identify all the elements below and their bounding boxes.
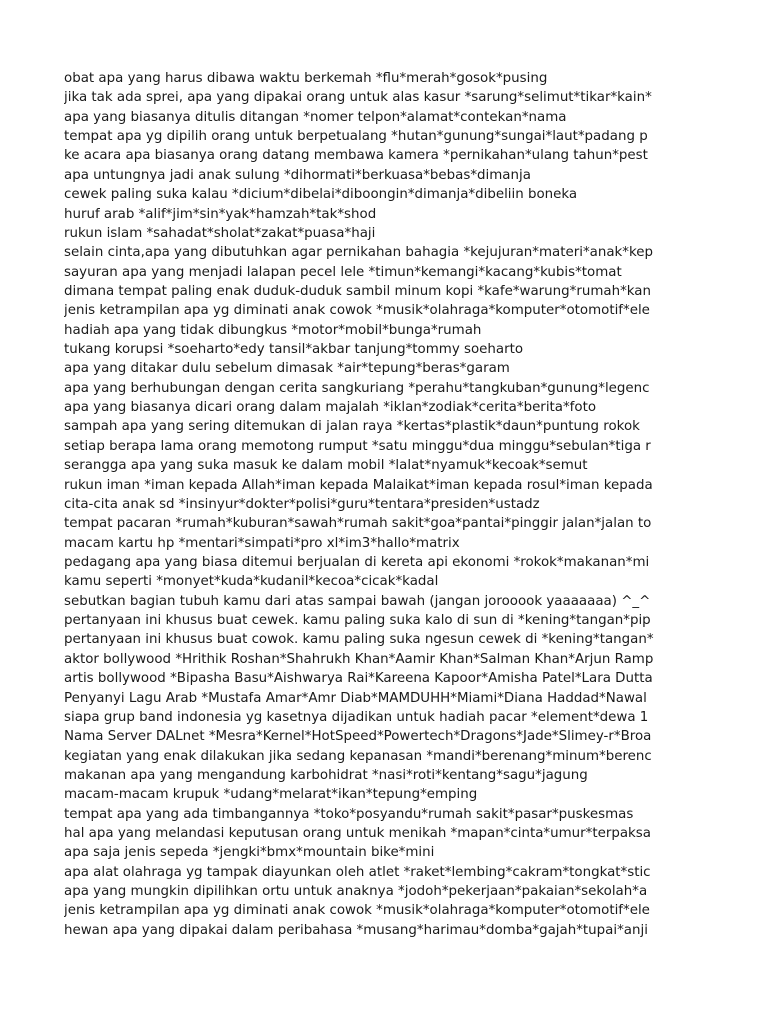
text-line: kegiatan yang enak dilakukan jika sedang kepanasan *mandi*berenang*minum*berenc	[64, 748, 652, 764]
text-line: jenis ketrampilan apa yg diminati anak cowok *musik*olahraga*komputer*otomotif*ele	[64, 303, 650, 319]
text-line: Penyanyi Lagu Arab *Mustafa Amar*Amr Diab*MAMDUHH*Miami*Diana Haddad*Nawal	[64, 690, 647, 706]
text-line: apa yang berhubungan dengan cerita sangkuriang *perahu*tangkuban*gunung*legenc	[64, 380, 650, 396]
text-line: pertanyaan ini khusus buat cewek. kamu paling suka kalo di sun di *kening*tangan*pip	[64, 613, 651, 629]
text-line: pertanyaan ini khusus buat cowok. kamu paling suka ngesun cewek di *kening*tangan*	[64, 632, 654, 648]
text-line: pedagang apa yang biasa ditemui berjualan di kereta api ekonomi *rokok*makanan*mi	[64, 554, 650, 570]
text-line: setiap berapa lama orang memotong rumput *satu minggu*dua minggu*sebulan*tiga r	[64, 438, 651, 454]
text-line: tukang korupsi *soeharto*edy tansil*akbar tanjung*tommy soeharto	[64, 342, 524, 358]
text-line: sayuran apa yang menjadi lalapan pecel lele *timun*kemangi*kacang*kubis*tomat	[64, 264, 622, 280]
text-line: sebutkan bagian tubuh kamu dari atas sampai bawah (jangan jorooook yaaaaaaa) ^_^	[64, 593, 651, 609]
text-line: makanan apa yang mengandung karbohidrat *nasi*roti*kentang*sagu*jagung	[64, 767, 588, 783]
text-line: apa yang ditakar dulu sebelum dimasak *air*tepung*beras*garam	[64, 361, 510, 377]
text-line: siapa grup band indonesia yg kasetnya dijadikan untuk hadiah pacar *element*dewa 1	[64, 709, 649, 725]
text-line: kamu seperti *monyet*kuda*kudanil*kecoa*cicak*kadal	[64, 574, 439, 590]
text-line: apa yang mungkin dipilihkan ortu untuk anaknya *jodoh*pekerjaan*pakaian*sekolah*a	[64, 884, 648, 900]
text-line: selain cinta,apa yang dibutuhkan agar pernikahan bahagia *kejujuran*materi*anak*kep	[64, 245, 653, 261]
text-line: apa saja jenis sepeda *jengki*bmx*mountain bike*mini	[64, 845, 435, 861]
text-line: rukun islam *sahadat*sholat*zakat*puasa*haji	[64, 225, 376, 241]
text-line: dimana tempat paling enak duduk-duduk sambil minum kopi *kafe*warung*rumah*kan	[64, 283, 651, 299]
text-line: jenis ketrampilan apa yg diminati anak cowok *musik*olahraga*komputer*otomotif*ele	[64, 903, 650, 919]
text-line: hewan apa yang dipakai dalam peribahasa *musang*harimau*domba*gajah*tupai*anji	[64, 922, 648, 938]
text-line: tempat pacaran *rumah*kuburan*sawah*rumah sakit*goa*pantai*pinggir jalan*jalan to	[64, 516, 652, 532]
text-line: tempat apa yang ada timbangannya *toko*posyandu*rumah sakit*pasar*puskesmas	[64, 806, 634, 822]
text-line: hal apa yang melandasi keputusan orang untuk menikah *mapan*cinta*umur*terpaksa	[64, 826, 651, 842]
text-line: apa untungnya jadi anak sulung *dihormati*berkuasa*bebas*dimanja	[64, 167, 531, 183]
text-line: sampah apa yang sering ditemukan di jalan raya *kertas*plastik*daun*puntung rokok	[64, 419, 640, 435]
text-line: huruf arab *alif*jim*sin*yak*hamzah*tak*shod	[64, 206, 377, 222]
text-line: cewek paling suka kalau *dicium*dibelai*diboongin*dimanja*dibeliin boneka	[64, 187, 578, 203]
text-line: tempat apa yg dipilih orang untuk berpetualang *hutan*gunung*sungai*laut*padang p	[64, 129, 648, 145]
text-line: hadiah apa yang tidak dibungkus *motor*mobil*bunga*rumah	[64, 322, 482, 338]
text-line: apa yang biasanya ditulis ditangan *nomer telpon*alamat*contekan*nama	[64, 109, 567, 125]
text-line: macam kartu hp *mentari*simpati*pro xl*im3*hallo*matrix	[64, 535, 460, 551]
text-line: Nama Server DALnet *Mesra*Kernel*HotSpeed*Powertech*Dragons*Jade*Slimey-r*Broa	[64, 729, 652, 745]
text-line: serangga apa yang suka masuk ke dalam mobil *lalat*nyamuk*kecoak*semut	[64, 458, 588, 474]
text-line: cita-cita anak sd *insinyur*dokter*polisi*guru*tentara*presiden*ustadz	[64, 496, 540, 512]
text-line: artis bollywood *Bipasha Basu*Aishwarya Rai*Kareena Kapoor*Amisha Patel*Lara Dutta	[64, 671, 653, 687]
text-column	[64, 69, 668, 940]
text-line: ke acara apa biasanya orang datang membawa kamera *pernikahan*ulang tahun*pest	[64, 148, 648, 164]
text-line: apa yang biasanya dicari orang dalam majalah *iklan*zodiak*cerita*berita*foto	[64, 400, 597, 416]
text-line: rukun iman *iman kepada Allah*iman kepada Malaikat*iman kepada rosul*iman kepada	[64, 477, 653, 493]
text-line: jika tak ada sprei, apa yang dipakai orang untuk alas kasur *sarung*selimut*tikar*kain*	[64, 90, 652, 106]
text-line: apa alat olahraga yg tampak diayunkan oleh atlet *raket*lembing*cakram*tongkat*stic	[64, 864, 651, 880]
text-line: obat apa yang harus dibawa waktu berkemah *flu*merah*gosok*pusing	[64, 71, 548, 86]
text-line: macam-macam krupuk *udang*melarat*ikan*tepung*emping	[64, 787, 478, 803]
text-line: aktor bollywood *Hrithik Roshan*Shahrukh Khan*Aamir Khan*Salman Khan*Arjun Ramp	[64, 651, 654, 667]
